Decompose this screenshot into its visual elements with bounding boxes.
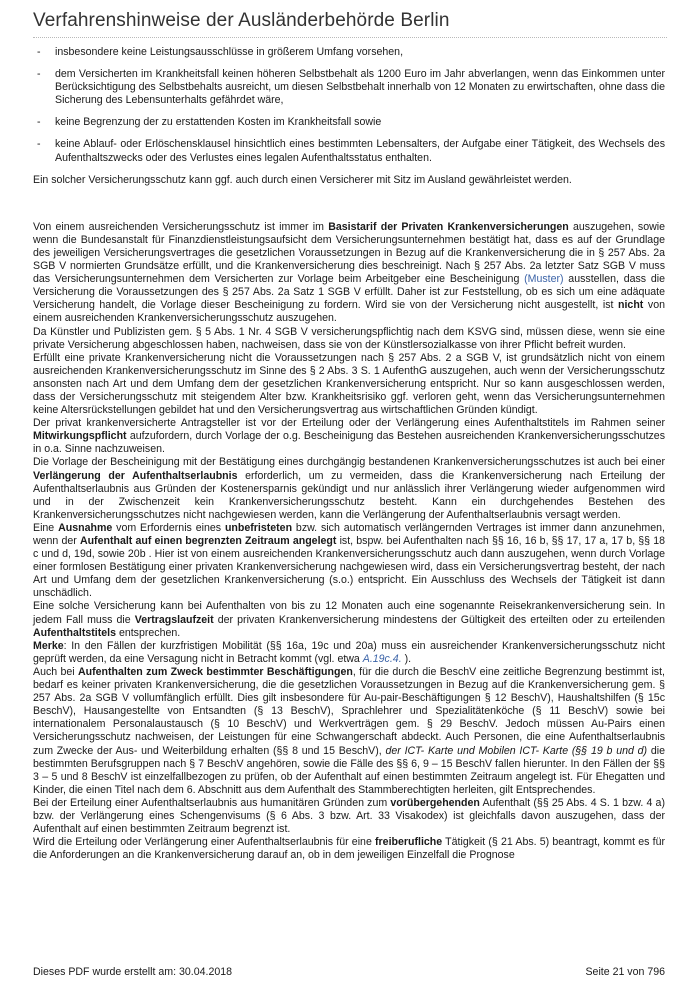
paragraph-verlaengerung: Die Vorlage der Bescheinigung mit der Bestätigung eines durchgängig bestandenen Krankenversicherungsschutzes ist auch bei einer Verlängerung der Aufenthaltserlaubnis erforderlich, um zu vermeiden, dass die Krankenversicherung nach Erteilung der Aufenthaltserlaubnis aus Gründen der Kostenersparnis gekündigt und nur anlässlich ihrer Verlängerung wieder aufgenommen wird und in der Zwischenzeit kein Krankenversicherungsschutz besteht. Kann ein durchgehendes Bestehen des Krankenversicherungsschutzes nicht nachgewiesen werden, kann die Verlängerung der Aufenthaltserlaubnis versagt werden.	[33, 456, 665, 521]
bullet-dash: -	[37, 46, 41, 58]
bullet-dash: -	[37, 138, 41, 151]
paragraph-vertragslaufzeit: Eine solche Versicherung kann bei Aufenthalten von bis zu 12 Monaten auch eine sogenannte Reisekrankenversicherung sein. In jedem Fall muss die Vertragslaufzeit der privaten Krankenversicherung mindestens der Gültigkeit des erteilten oder zu erteilenden Aufenthaltstitels entsprechen.	[33, 600, 665, 639]
page-header-title: Verfahrenshinweise der Ausländerbehörde Berlin	[33, 10, 450, 31]
foreign-insurer-note: Ein solcher Versicherungsschutz kann ggf. auch durch einen Versicherer mit Sitz im Ausland gewährleistet werden.	[33, 173, 572, 186]
list-item	[33, 116, 665, 129]
list-item-text: dem Versicherten im Krankheitsfall keinen höheren Selbstbehalt als 1200 Euro im Jahr abverlangen, wenn das Einkommen unter Berücksichtigung des Selbstbehalts ausreicht, um diesen Selbstbehalt innerhalb von 12 Monaten zu erwirtschaften, ohne dass die Sicherung des Lebensunterhalts gefährdet wäre,	[55, 68, 665, 107]
paragraph-mitwirkungspflicht: Der privat krankenversicherte Antragsteller ist vor der Erteilung oder der Verlängerung eines Aufenthaltstitels im Rahmen seiner Mitwirkungspflicht aufzufordern, durch Vorlage der o.g. Bescheinigung das Bestehen ausreichenden Krankenversicherungsschutzes in o.a. Sinne nachzuweisen.	[33, 417, 665, 456]
list-item	[33, 46, 665, 59]
footer-created-date: Dieses PDF wurde erstellt am: 30.04.2018	[33, 966, 233, 978]
list-item	[33, 138, 665, 164]
list-item-text: keine Begrenzung der zu erstattenden Kosten im Krankheitsfall sowie	[55, 116, 382, 129]
header-divider	[33, 37, 667, 38]
paragraph-basistarif: Von einem ausreichenden Versicherungsschutz ist immer im Basistarif der Privaten Krankenversicherungen auszugehen, sowie wenn die Bundesanstalt für Finanzdienstleistungsaufsicht dem Versicherungsunternehmen bestätigt hat, dass es auf der Grundlage des jeweiligen Versicherungsvertrages die gesetzlichen Voraussetzungen in Bezug auf die Krankenversicherung die in § 257 Abs. 2a SGB V normierten Grundsätze erfüllt, und die Krankenversicherung dies beschreinigt. Nach § 257 Abs. 2a letzter Satz SGB V muss das Versicherungsunternehmen dem Versicherten zur Vorlage beim Arbeitgeber eine Bescheinigung (Muster) ausstellen, dass die Versicherung die Voraussetzungen des § 257 Abs. 2a Satz 1 SGB V erfüllt. Daher ist zur Feststellung, ob es sich um eine adäquate Versicherung handelt, die Vorlage dieser Bescheinigung zu fordern. Wird sie von der Versicherung nicht ausgestellt, ist nicht von einem ausreichenden Krankenversicherungsschutz auszugehen.	[33, 220, 666, 325]
footer-page-number: Seite 21 von 796	[585, 966, 665, 978]
paragraph-freiberuflich: Wird die Erteilung oder Verlängerung einer Aufenthaltserlaubnis für eine freiberufliche Tätigkeit (§ 21 Abs. 5) beantragt, kommt es für die Anforderungen an die Krankenversicherung darauf an, ob in dem jeweiligen Einzelfall die Prognose	[33, 836, 665, 862]
paragraph-ausnahme: Eine Ausnahme vom Erfordernis eines unbefristeten bzw. sich automatisch verlängernden Vertrages ist immer dann anzunehmen, wenn der Aufenthalt auf einen begrenzten Zeitraum angelegt ist, bspw. bei Aufenthalten nach §§ 16, 16 b, §§ 17, 17 a, 17 b, §§ 18 c und d, 19d, sowie 20b . Hier ist von einem ausreichenden Krankenversicherungsschutz auch dann auszugehen, wenn durch Vorlage einer formlosen Bestätigung einer privaten Krankenversicherung nachgewiesen wird, dass ein Versicherungsvertrag besteht, der nach Art und Umfang dem der gesetzlichen Krankenversicherung (s.o.) entspricht. Ein Ausschluss des Wechsels der Tätigkeit ist dann unschädlich.	[33, 521, 665, 600]
body-text	[33, 221, 665, 863]
document-content	[33, 46, 665, 862]
paragraph-kuenstler: Da Künstler und Publizisten gem. § 5 Abs. 1 Nr. 4 SGB V versicherungspflichtig nach dem KSVG sind, müssen diese, wenn sie eine private Versicherung abgeschlossen haben, nachweisen, dass sie von der Künstlersozialkasse von ihrer Pflicht befreit wurden.	[33, 325, 665, 351]
list-item	[33, 68, 665, 107]
bullet-dash: -	[37, 116, 41, 129]
reference-link[interactable]: A.19c.4.	[362, 652, 402, 665]
paragraph-merke: Merke: In den Fällen der kurzfristigen Mobilität (§§ 16a, 19c und 20a) muss ein ausreichender Krankenversicherungsschutz nicht geprüft werden, da eine Versagung nicht in Betracht kommt (vgl. etwa A.19c.4. ).	[33, 639, 665, 665]
list-item-text: keine Ablauf- oder Erlöschensklausel hinsichtlich eines bestimmten Lebensalters, der Aufgabe einer Tätigkeit, des Wechsels des Aufenthaltszwecks oder des Verlustes eines legalen Aufenthaltsstatus enthalten.	[55, 138, 665, 164]
paragraph-humanitaer: Bei der Erteilung einer Aufenthaltserlaubnis aus humanitären Gründen zum vorübergehenden Aufenthalt (§§ 25 Abs. 4 S. 1 bzw. 4 a) bzw. der Verlängerung eines Schengenvisums (§ 6 Abs. 3 bzw. Art. 33 Visakodex) ist gleichfalls davon auszugehen, dass der Aufenthalt auf einen bestimmten Zeitraum begrenzt ist.	[33, 796, 665, 836]
paragraph-voraussetzungen: Erfüllt eine private Krankenversicherung nicht die Voraussetzungen nach § 257 Abs. 2 a SGB V, ist grundsätzlich nicht von einem ausreichenden Krankenversicherungsschutz im Sinne des § 2 Abs. 3 S. 1 AufenthG auszugehen, auch wenn der Versicherungsschutz ansonsten nach Art und dem Umfang dem der gesetzlichen Krankenversicherung entspricht. Nur so kann ausgeschlossen werden, dass der Versicherungsschutz mit steigendem Alter bzw. Krankheitsrisiko ggf. verloren geht, wenn das Versicherungsunternehmen keine Altersrückstellungen gebildet hat und den Versicherungsvertrag aus wirtschaftlichen Gründen kündigt.	[33, 351, 665, 417]
list-item-text: insbesondere keine Leistungsausschlüsse in größerem Umfang vorsehen,	[55, 46, 404, 58]
muster-link[interactable]: (Muster)	[524, 273, 564, 286]
requirements-list	[33, 46, 665, 165]
paragraph-beschaeftigungen: Auch bei Aufenthalten zum Zweck bestimmter Beschäftigungen, für die durch die BeschV eine zeitliche Begrenzung bestimmt ist, bedarf es keiner privaten Krankenversicherung, die die gesetzlichen Voraussetzungen in Bezug auf die Krankenversicherung gem. § 257 Abs. 2a SGB V vollumfänglich erfüllt. Dies gilt insbesondere für Au-pair-Beschäftigungen § 12 BeschV), Haushaltshilfen (§ 15c BeschV), Hausangestellte von Entsandten (§ 13 BeschV), Sprachlehrer und Spezialitätenköche (§ 11 BeschV) sowie bei internationalem Personalaustausch (§ 10 BeschV) und Werkverträgen gem. § 29 BeschV. Jedoch müssen Au-Pairs einen Versicherungsschutz nachweisen, der Leistungen für eine Schwangerschaft abdeckt. Auch Personen, die eine Aufenthaltserlaubnis zum Zwecke der Aus- und Weiterbildung erhalten (§§ 8 und 15 BeschV), der ICT- Karte und Mobilen ICT- Karte (§§ 19 b und d) die bestimmten Berufsgruppen nach § 7 BeschV angehören, sowie die Fälle des §§ 6, 9 – 15 BeschV fallen hierunter. In den Fällen der §§ 3 – 5 und 8 BeschV ist einzelfallbezogen zu prüfen, ob der Aufenthalt auf einen bestimmten Zeitraum angelegt ist. Für Ehegatten und Kinder, die einen Titel nach dem 6. Abschnitt aus dem Aufenthalt des Stammberechtigten herleiten, gilt Entsprechendes.	[33, 665, 665, 796]
bullet-dash: -	[37, 68, 41, 81]
